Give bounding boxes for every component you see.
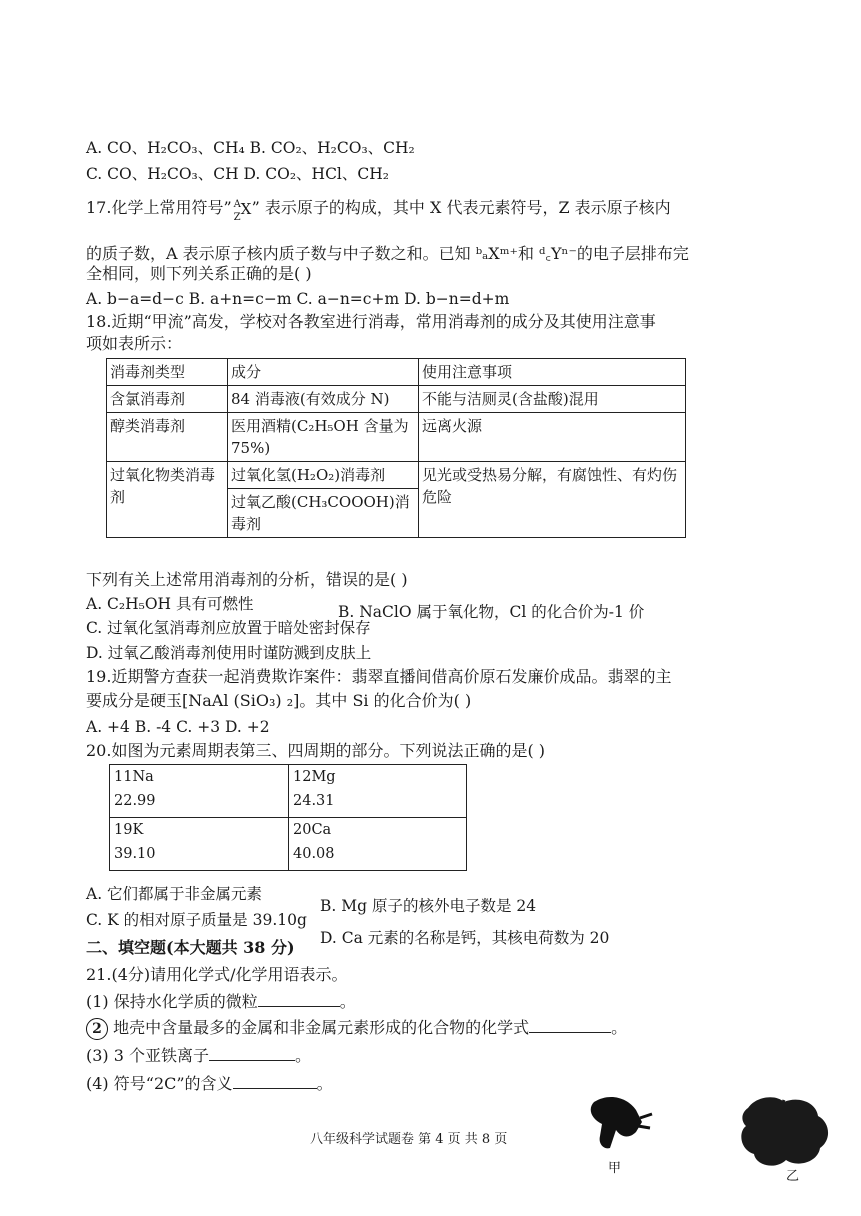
item-text: 符号“2C”的含义	[113, 1074, 233, 1093]
q21-item-1	[86, 992, 356, 1012]
q20-option-a: A. 它们都属于非金属元素	[86, 885, 263, 903]
table-cell: 见光或受热易分解，有腐蚀性、有灼伤危险	[419, 462, 686, 538]
circled-number: 2	[86, 1018, 108, 1040]
sketch-right-label: 乙	[786, 1169, 800, 1184]
element-cell-na	[110, 765, 289, 818]
disinfectant-table	[106, 358, 686, 538]
mass-number: A	[233, 198, 241, 210]
table-cell: 不能与洁厕灵(含盐酸)混用	[419, 386, 686, 413]
item-text: 3 个亚铁离子	[113, 1046, 210, 1065]
item-end: 。	[316, 1074, 333, 1093]
section-title: 二、填空题(本大题共 38 分)	[86, 938, 295, 957]
element-cell-k	[110, 818, 289, 871]
item-text: 保持水化学质的微粒	[113, 992, 258, 1011]
header-type: 消毒剂类型	[107, 359, 228, 386]
q20-option-b: B. Mg 原子的核外电子数是 24	[320, 897, 537, 915]
answer-blank[interactable]	[258, 992, 340, 1007]
q18-option-d: D. 过氧乙酸消毒剂使用时谨防溅到皮肤上	[86, 644, 372, 662]
q18-option-c: C. 过氧化氢消毒剂应放置于暗处密封保存	[86, 619, 371, 637]
element-symbol: 12Mg	[293, 769, 336, 785]
q19-stem-line-1: 19.近期警方查获一起消费欺诈案件：翡翠直播间借高价原石发廉价成品。翡翠的主	[86, 667, 672, 686]
table-cell: 过氧化物类消毒剂	[107, 462, 228, 538]
q16-options-line-1: A. CO、H₂CO₃、CH₄ B. CO₂、H₂CO₃、CH₂	[86, 139, 415, 157]
q17-options: A. b−a=d−c B. a+n=c−m C. a−n=c+m D. b−n=d+m	[86, 290, 510, 308]
q18-option-a: A. C₂H₅OH 具有可燃性	[86, 595, 254, 613]
element-symbol: 11Na	[114, 769, 154, 785]
table-cell: 含氯消毒剂	[107, 386, 228, 413]
atomic-mass: 22.99	[114, 793, 156, 809]
element-cell-ca	[289, 818, 467, 871]
q18-stem-line-2: 项如表所示：	[86, 334, 183, 353]
q20-option-d: D. Ca 元素的名称是钙，其核电荷数为 20	[320, 929, 610, 947]
table-cell: 过氧化氢(H₂O₂)消毒剂	[228, 462, 419, 489]
q18-question: 下列有关上述常用消毒剂的分析，错误的是( )	[86, 570, 408, 589]
q20-option-c: C. K 的相对原子质量是 39.10g	[86, 911, 307, 929]
atomic-mass: 24.31	[293, 793, 335, 809]
element-symbol: X	[240, 199, 252, 218]
table-row	[107, 386, 686, 413]
q19-stem-line-2: 要成分是硬玉[NaAl (SiO₃) ₂]。其中 Si 的化合价为( )	[86, 691, 472, 710]
periodic-table-fragment	[109, 764, 467, 871]
element-symbol: 20Ca	[293, 822, 332, 838]
item-number: (1)	[86, 992, 109, 1011]
table-row	[107, 413, 686, 462]
item-number: (3)	[86, 1046, 109, 1065]
atomic-mass: 40.08	[293, 846, 335, 862]
q17-suffix: ” 表示原子的构成，其中 X 代表元素符号，Z 表示原子核内	[251, 198, 671, 217]
sketch-left-icon	[591, 1097, 652, 1148]
table-row	[110, 765, 467, 818]
item-end: 。	[611, 1018, 628, 1037]
q17-prefix: 17.化学上常用符号”	[86, 198, 232, 217]
q21-item-2	[86, 1018, 627, 1040]
table-cell: 84 消毒液(有效成分 N)	[228, 386, 419, 413]
q21-stem: 21.(4分)请用化学式/化学用语表示。	[86, 965, 348, 984]
table-row	[107, 462, 686, 489]
element-cell-mg	[289, 765, 467, 818]
q20-stem: 20.如图为元素周期表第三、四周期的部分。下列说法正确的是( )	[86, 741, 546, 760]
q17-stem-line-1	[86, 198, 671, 223]
answer-blank[interactable]	[529, 1018, 611, 1033]
table-cell: 医用酒精(C₂H₅OH 含量为 75%)	[228, 413, 419, 462]
table-row	[110, 818, 467, 871]
isotope-notation	[232, 198, 252, 223]
answer-blank[interactable]	[233, 1074, 317, 1089]
table-cell: 过氧乙酸(CH₃COOOH)消毒剂	[228, 489, 419, 538]
q21-item-4	[86, 1074, 333, 1094]
q18-option-b: B. NaClO 属于氧化物，Cl 的化合价为-1 价	[338, 603, 645, 621]
q16-options-line-2: C. CO、H₂CO₃、CH D. CO₂、HCl、CH₂	[86, 165, 389, 183]
item-text: 地壳中含量最多的金属和非金属元素形成的化合物的化学式	[113, 1018, 530, 1037]
q19-options: A. +4 B. -4 C. +3 D. +2	[86, 718, 270, 736]
header-component: 成分	[228, 359, 419, 386]
q17-stem-line-2: 的质子数，A 表示原子核内质子数与中子数之和。已知 ᵇₐXᵐ⁺和 ᵈ꜀Yⁿ⁻的电子层排布完	[86, 244, 689, 263]
table-header-row	[107, 359, 686, 386]
table-cell: 远离火源	[419, 413, 686, 462]
q21-item-3	[86, 1046, 311, 1066]
item-number: (4)	[86, 1074, 109, 1093]
element-symbol: 19K	[114, 822, 144, 838]
q17-stem-line-3: 全相同，则下列关系正确的是( )	[86, 264, 312, 283]
sketch-right-icon	[741, 1097, 828, 1165]
atomic-mass: 39.10	[114, 846, 156, 862]
item-end: 。	[295, 1046, 312, 1065]
page-footer: 八年级科学试题卷 第 4 页 共 8 页	[310, 1132, 508, 1147]
atomic-number: Z	[233, 211, 241, 223]
sketch-left-label: 甲	[608, 1161, 622, 1176]
handwritten-sketch	[580, 1088, 860, 1188]
answer-blank[interactable]	[209, 1046, 295, 1061]
table-cell: 醇类消毒剂	[107, 413, 228, 462]
item-end: 。	[339, 992, 356, 1011]
q18-stem-line-1: 18.近期“甲流”高发，学校对各教室进行消毒，常用消毒剂的成分及其使用注意事	[86, 312, 656, 331]
header-notes: 使用注意事项	[419, 359, 686, 386]
